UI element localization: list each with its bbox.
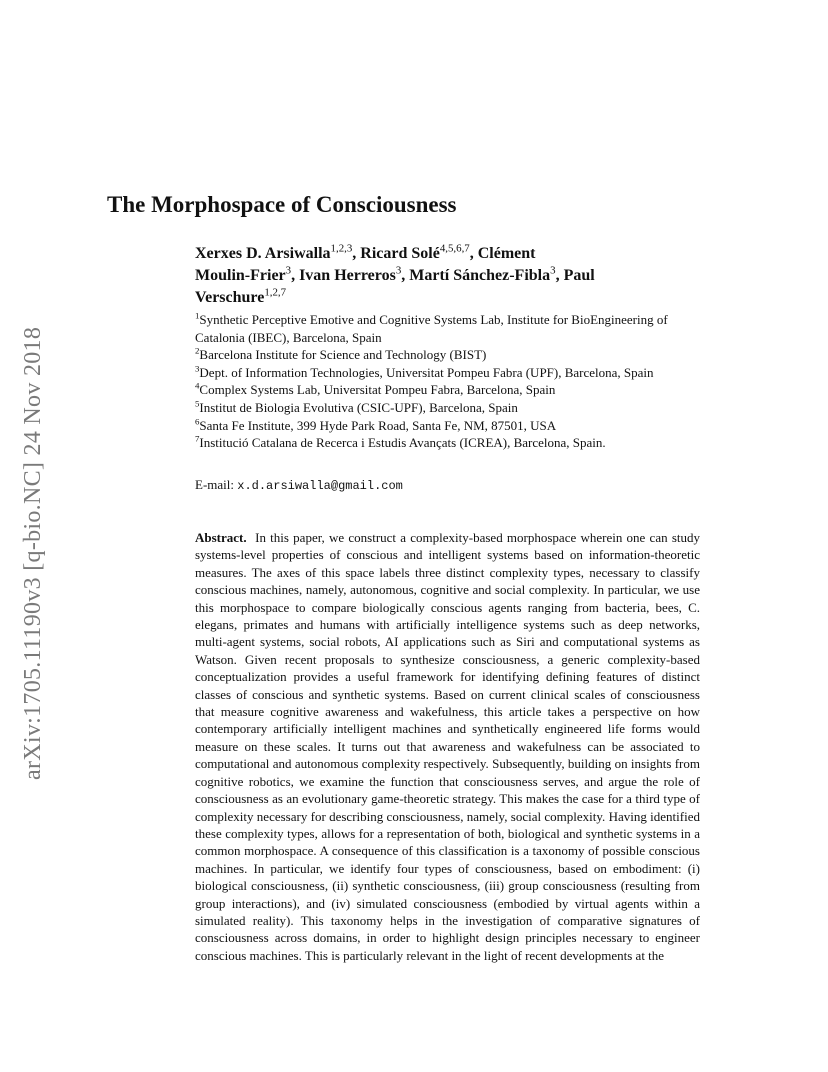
affiliation-item: $^7$Institució Catalana de Recerca i Estudis Avançats (ICREA), Barcelona, Spain. [195,433,606,451]
author-name: Paul [563,267,595,284]
affiliation-list [195,311,700,452]
affiliation-marker: 1,2,7 [264,286,287,299]
affiliation-marker: 3 [285,264,292,277]
affiliation-marker: 1,2,3 [330,242,353,255]
email-address: x.d.arsiwalla@gmail.com [237,479,403,493]
author-line-3 [195,287,695,309]
author-name: Ricard Solé [360,245,440,262]
abstract [195,529,700,964]
arxiv-identifier: arXiv:1705.11190v3 [q-bio.NC] 24 Nov 2018 [20,326,46,780]
affiliation-item: $^1$Synthetic Perceptive Emotive and Cognitive Systems Lab, Institute for BioEngineering of Catalonia (IBEC), Barcelona, Spain [195,310,668,345]
author-name: Clément [477,245,536,262]
paper-title: The Morphospace of Consciousness [107,192,457,217]
abstract-text: In this paper, we construct a complexity-based morphospace wherein one can study systems-level properties of conscious and intelligent systems based on information-theoretic measures. The axes of this space labels three distinct complexity types, necessary to classify conscious machines, namely, autonomous, cognitive and social complexity. In particular, we use this morphospace to compare biologically conscious agents ranging from bacteria, bees, C. elegans, primates and humans with artificially intelligence systems such as deep networks, multi-agent systems, social robots, AI applications such as Siri and computational systems as Watson. Given recent proposals to synthesize consciousness, a generic complexity-based conceptualization provides a useful framework for identifying defining features of distinct classes of conscious and synthetic systems. Based on current clinical scales of consciousness that measure cognitive awareness and wakefulness, this article takes a perspective on how contemporary artificially intelligent machines and synthetically engineered life forms would measure on these scales. It turns out that awareness and wakefulness can be associated to computational and autonomous complexity respectively. Subsequently, building on insights from cognitive robotics, we examine the function that consciousness serves, and argue the role of consciousness as an evolutionary game-theoretic strategy. This makes the case for a third type of complexity necessary for describing consciousness, namely, social complexity. Having identified these complexity types, allows for a representation of both, biological and synthetic systems in a common morphospace. A consequence of this classification is a taxonomy of possible conscious machines. In particular, we identify four types of consciousness, based on embodiment: (i) biological consciousness, (ii) synthetic consciousness, (iii) group consciousness (resulting from group interactions), and (iv) simulated consciousness (embodied by virtual agents within a simulated reality). This taxonomy helps in the investigation of comparative signatures of consciousness across domains, in order to highlight design principles necessary to engineer conscious machines. This is particularly relevant in the light of recent developments at the [195,530,701,963]
affiliation-marker: 3 [550,264,556,277]
affiliation-marker: 4,5,6,7 [439,242,470,255]
affiliation-item: $^4$Complex Systems Lab, Universitat Pompeu Fabra, Barcelona, Spain [195,381,556,398]
author-name: Moulin-Frier [195,267,286,284]
contact-email [195,477,403,493]
author-name: Xerxes D. Arsiwalla [195,245,331,262]
affiliation-item: $^3$Dept. of Information Technologies, Universitat Pompeu Fabra (UPF), Barcelona, Spain [195,363,654,380]
affiliation-marker: 3 [395,264,402,277]
author-name: Ivan Herreros [299,267,396,284]
author-list [195,243,695,309]
author-line-2: Moulin-Frier$^3$, Ivan Herreros$^3$, Martí Sánchez-Fibla$^3$, Paul [195,264,595,284]
affiliation-item: $^2$Barcelona Institute for Science and Technology (BIST) [195,345,487,363]
affiliation-item: $^5$Institut de Biologia Evolutiva (CSIC-UPF), Barcelona, Spain [195,398,518,415]
author-name: Verschure [195,289,265,306]
email-label: E-mail: [195,477,234,492]
affiliation-item: $^6$Santa Fe Institute, 399 Hyde Park Road, Santa Fe, NM, 87501, USA [195,416,557,433]
author-line-1: Xerxes D. Arsiwalla$^{1,2,3}$, Ricard Solé$^{4,5,6,7}$, Clément [195,242,536,262]
abstract-label: Abstract. [195,530,247,545]
author-name: Martí Sánchez-Fibla [409,267,551,284]
